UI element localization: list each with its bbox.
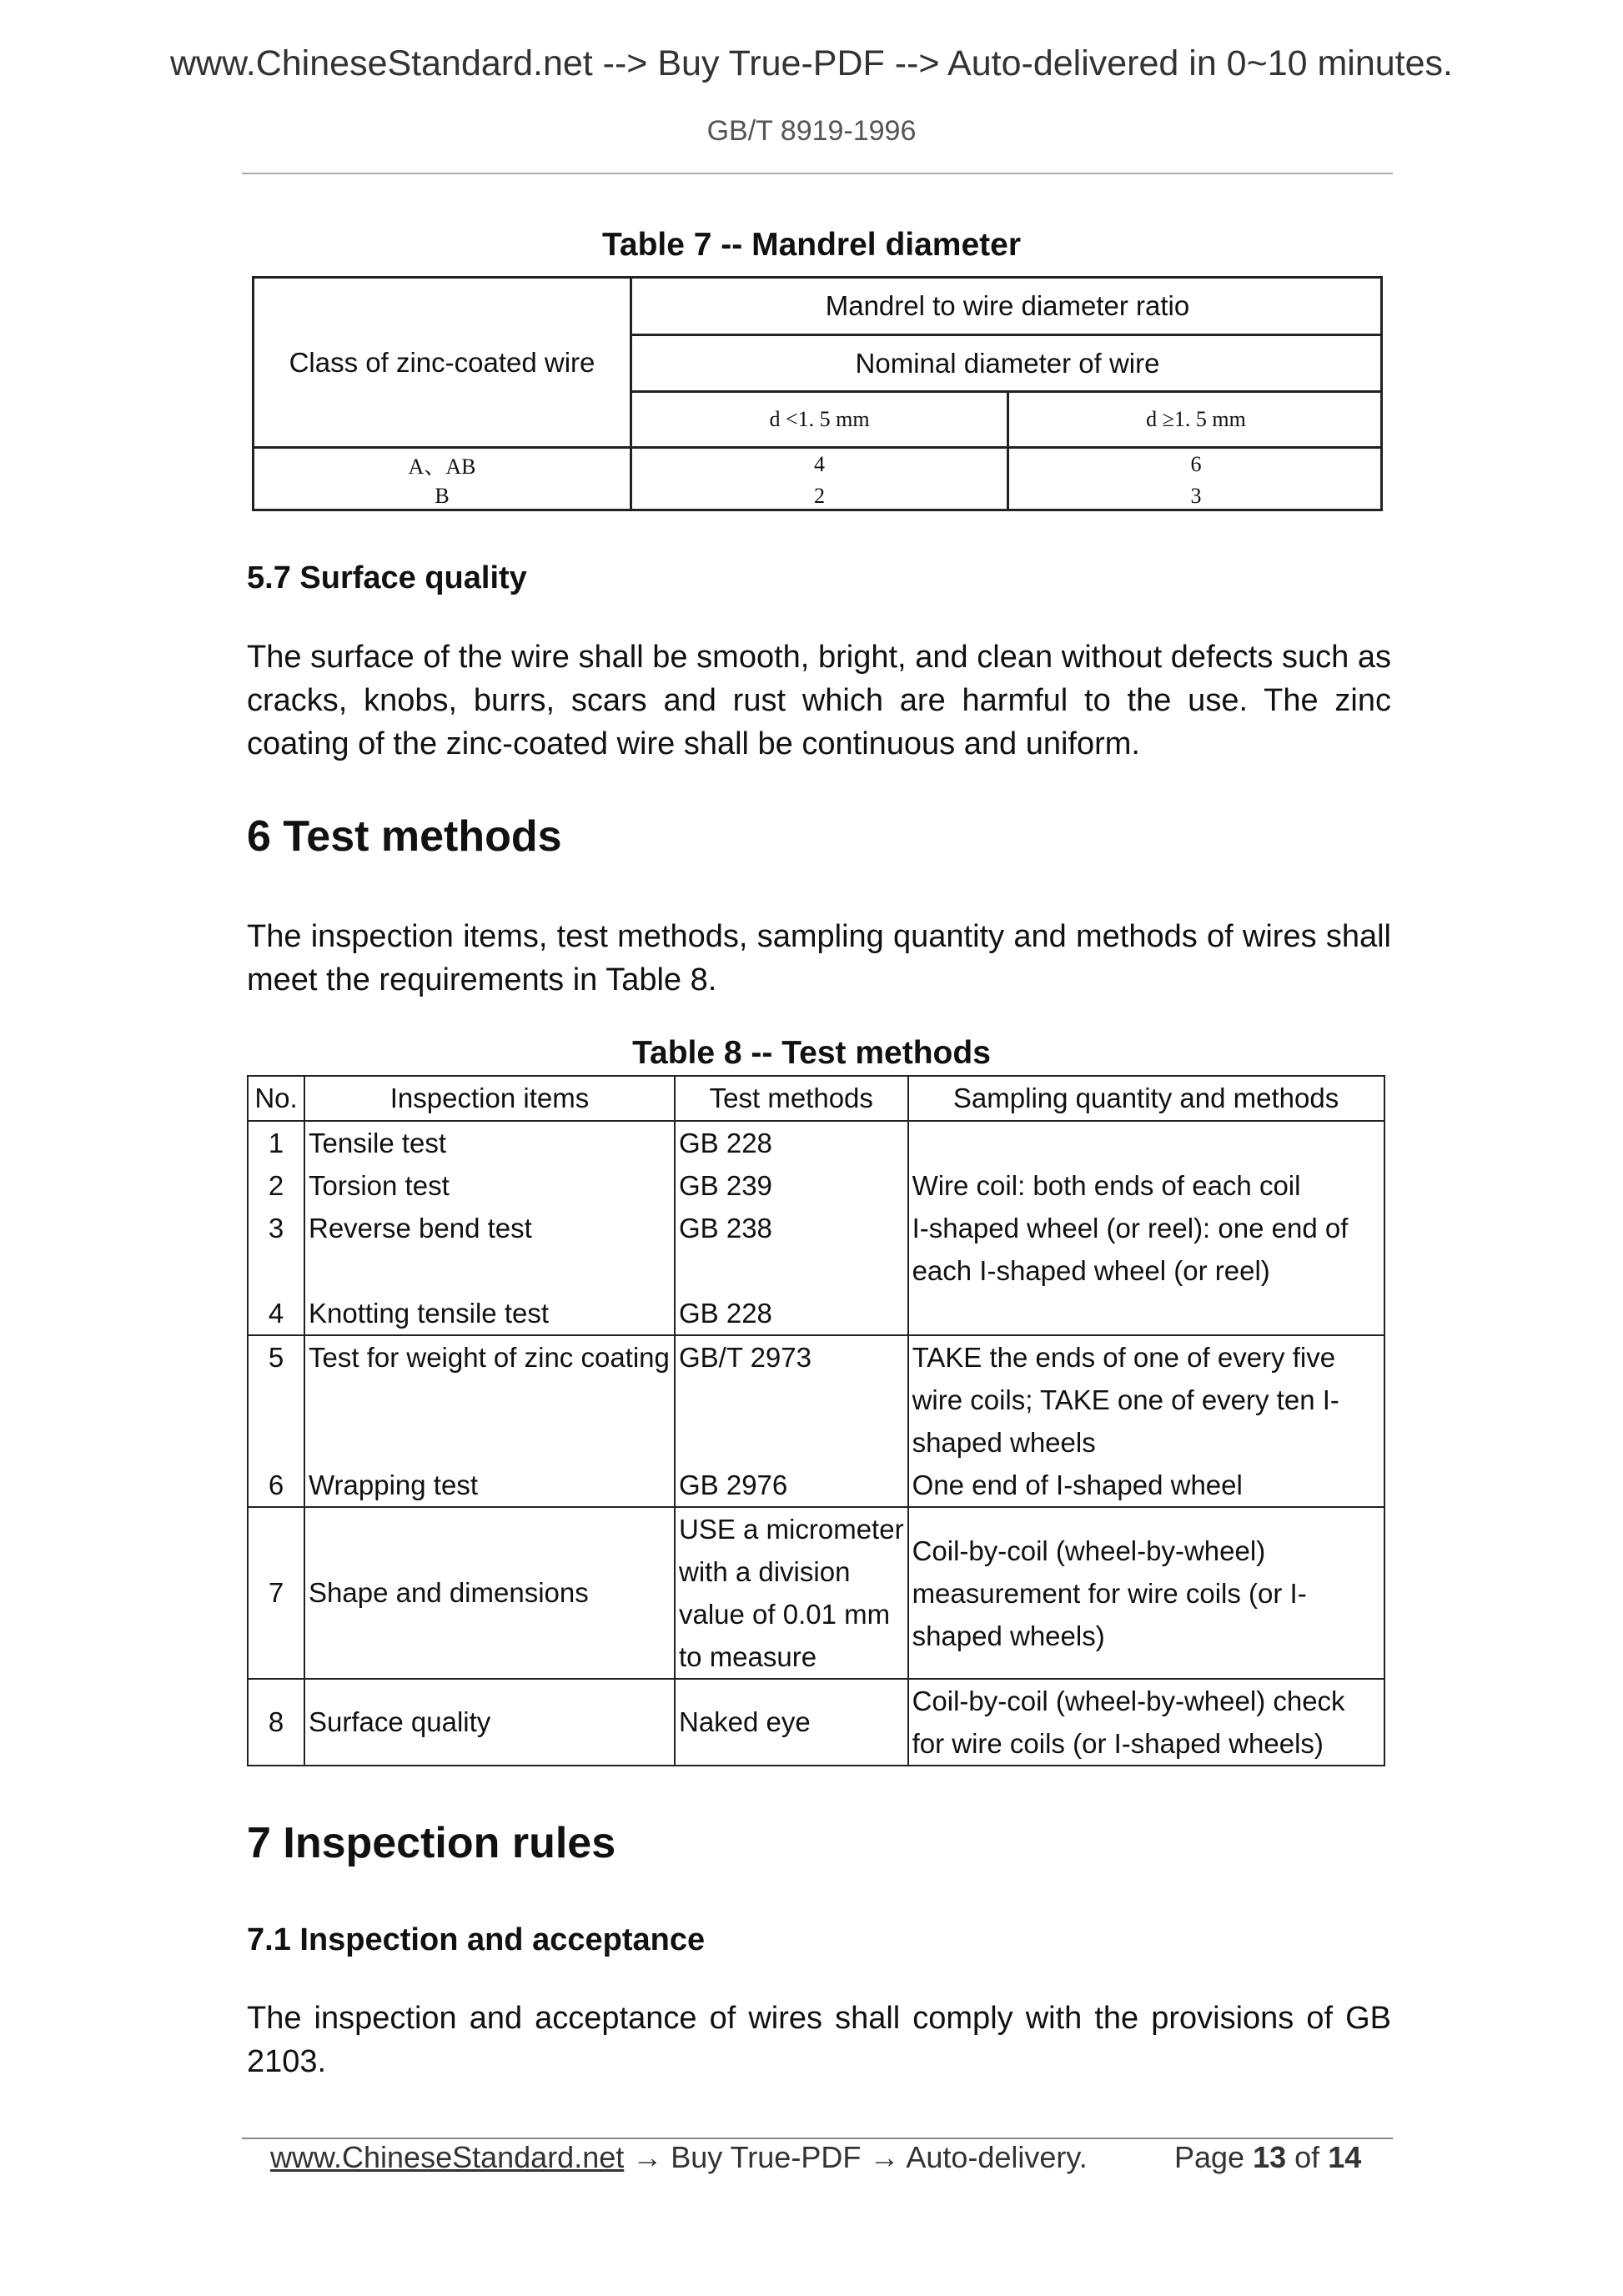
t7-class-header: Class of zinc-coated wire [289, 346, 595, 378]
t8-r8-item: Surface quality [304, 1679, 675, 1766]
t7-row2-ge: 3 [1190, 483, 1202, 508]
t8-r7-sampling [908, 1507, 1384, 1679]
t8-r7-sampling-1: Coil-by-coil (wheel-by-wheel) [912, 1535, 1266, 1566]
t8-g2-sampling-4: One end of I-shaped wheel [912, 1470, 1243, 1500]
t8-g2-sampling [908, 1335, 1384, 1507]
sec57-heading: 5.7 Surface quality [247, 560, 527, 595]
t8-g1-method-1: GB 228 [679, 1128, 772, 1158]
t8-g2-methods [675, 1335, 908, 1507]
table8 [247, 1075, 1385, 1766]
t7-nominal-header: Nominal diameter of wire [855, 347, 1160, 379]
t8-g1-methods [675, 1121, 908, 1335]
sec7-heading: 7 Inspection rules [247, 1819, 616, 1867]
t8-r8-sampling-2: for wire coils (or I-shaped wheels) [912, 1728, 1324, 1759]
footer-page-number: 13 [1253, 2140, 1287, 2174]
t8-col-methods: Test methods [675, 1076, 908, 1121]
t8-r7-sampling-2: measurement for wire coils (or I- [912, 1577, 1307, 1609]
t8-g2-item-6: Wrapping test [309, 1470, 478, 1500]
t8-col-sampling: Sampling quantity and methods [908, 1076, 1384, 1121]
sec6-heading: 6 Test methods [247, 812, 562, 861]
t8-r7-method-2: with a division [679, 1556, 851, 1587]
sec6-text: The inspection items, test methods, sampling quantity and methods of wires shall meet the requirements in Table 8. [247, 919, 1391, 997]
t8-g1-item-3: Reverse bend test [309, 1213, 532, 1243]
footer-page-word: Page [1174, 2140, 1245, 2174]
t8-r8-no: 8 [248, 1679, 304, 1766]
t8-row8 [248, 1679, 1384, 1766]
table7-caption: Table 7 -- Mandrel diameter [601, 227, 1022, 263]
t8-row7 [248, 1507, 1384, 1679]
t8-g1-method-2: GB 239 [679, 1170, 772, 1201]
footer-divider [242, 2138, 1393, 2139]
t8-col-no: No. [248, 1076, 304, 1121]
t7-sub-lt: d <1. 5 mm [769, 407, 870, 431]
t8-g1-no-4: 4 [268, 1298, 284, 1329]
t8-g1-no-2: 2 [268, 1170, 284, 1201]
t8-group1 [248, 1121, 1384, 1335]
t7-ratio-header: Mandrel to wire diameter ratio [825, 290, 1190, 321]
t8-r8-sampling [908, 1679, 1384, 1766]
header-divider [242, 173, 1393, 174]
t8-g1-sampling [908, 1121, 1384, 1335]
footer-buy-text: → Buy True-PDF → Auto-delivery. [624, 2140, 1088, 2174]
sec71-text: The inspection and acceptance of wires shall comply with the provisions of GB 2103. [247, 2001, 1391, 2079]
t8-col-items: Inspection items [304, 1076, 675, 1121]
t8-r7-method-1: USE a micrometer [679, 1514, 904, 1545]
sec71-heading: 7.1 Inspection and acceptance [247, 1922, 706, 1957]
t8-g1-method-3: GB 238 [679, 1213, 772, 1243]
t8-r7-no: 7 [248, 1507, 304, 1679]
t8-g2-items [304, 1335, 675, 1507]
t8-r7-method-3: value of 0.01 mm [679, 1599, 891, 1630]
t8-g2-sampling-3: shaped wheels [912, 1427, 1096, 1458]
t8-g2-no [248, 1335, 304, 1507]
t8-g2-sampling-1: TAKE the ends of one of every five [912, 1342, 1336, 1373]
table7 [252, 276, 1383, 511]
t8-g1-no [248, 1121, 304, 1335]
t7-row1-class: A、AB [408, 454, 476, 479]
t7-sub-ge: d ≥1. 5 mm [1146, 407, 1246, 431]
t8-g2-method-6: GB 2976 [679, 1470, 788, 1500]
t8-group2 [248, 1335, 1384, 1507]
t8-g1-sampling-3: each I-shaped wheel (or reel) [912, 1255, 1270, 1286]
t8-g2-method-5: GB/T 2973 [679, 1342, 812, 1373]
t8-g1-no-3: 3 [268, 1213, 284, 1243]
t8-g1-item-4: Knotting tensile test [309, 1298, 550, 1329]
t8-r8-method: Naked eye [675, 1679, 908, 1766]
t8-g2-no-6: 6 [268, 1470, 284, 1500]
t8-r7-methods [675, 1507, 908, 1679]
t7-row1-ge: 6 [1190, 452, 1202, 476]
footer-of-word: of [1294, 2140, 1320, 2174]
t8-g1-item-1: Tensile test [309, 1128, 447, 1158]
footer-left [270, 2140, 1088, 2175]
table8-caption: Table 8 -- Test methods [632, 1035, 991, 1071]
t8-g2-sampling-2: wire coils; TAKE one of every ten I- [912, 1384, 1339, 1415]
t7-row2-class: B [435, 483, 450, 508]
t8-r7-method-4: to measure [679, 1641, 817, 1672]
t8-r8-sampling-1: Coil-by-coil (wheel-by-wheel) check [912, 1686, 1345, 1716]
t8-g2-item-5: Test for weight of zinc coating [309, 1342, 670, 1373]
header-banner: www.ChineseStandard.net --> Buy True-PDF --> Auto-delivered in 0~10 minutes. [169, 43, 1453, 83]
footer-link[interactable]: www.ChineseStandard.net [270, 2140, 625, 2174]
t7-row2-lt: 2 [814, 483, 825, 508]
sec57-text: The surface of the wire shall be smooth, bright, and clean without defects such as cracks, knobs, burrs, scars and rust which are harmful to the use. The zinc coating of the zinc-coated wire shall be continuous and uniform. [247, 640, 1391, 761]
t8-header-row [248, 1076, 1384, 1121]
footer-page-total: 14 [1328, 2140, 1362, 2174]
t8-g1-method-4: GB 228 [679, 1298, 772, 1329]
doc-id: GB/T 8919-1996 [706, 115, 917, 147]
t8-g1-item-2: Torsion test [309, 1170, 450, 1201]
t8-g1-sampling-2: I-shaped wheel (or reel): one end of [912, 1213, 1349, 1243]
t8-g2-no-5: 5 [268, 1342, 284, 1373]
t7-row1-lt: 4 [814, 452, 825, 476]
t8-g1-no-1: 1 [268, 1128, 284, 1158]
footer-page [1174, 2140, 1361, 2175]
t8-g1-sampling-1: Wire coil: both ends of each coil [912, 1170, 1301, 1201]
t8-g1-items [304, 1121, 675, 1335]
t8-r7-item: Shape and dimensions [304, 1507, 675, 1679]
t8-r7-sampling-3: shaped wheels) [912, 1620, 1105, 1651]
